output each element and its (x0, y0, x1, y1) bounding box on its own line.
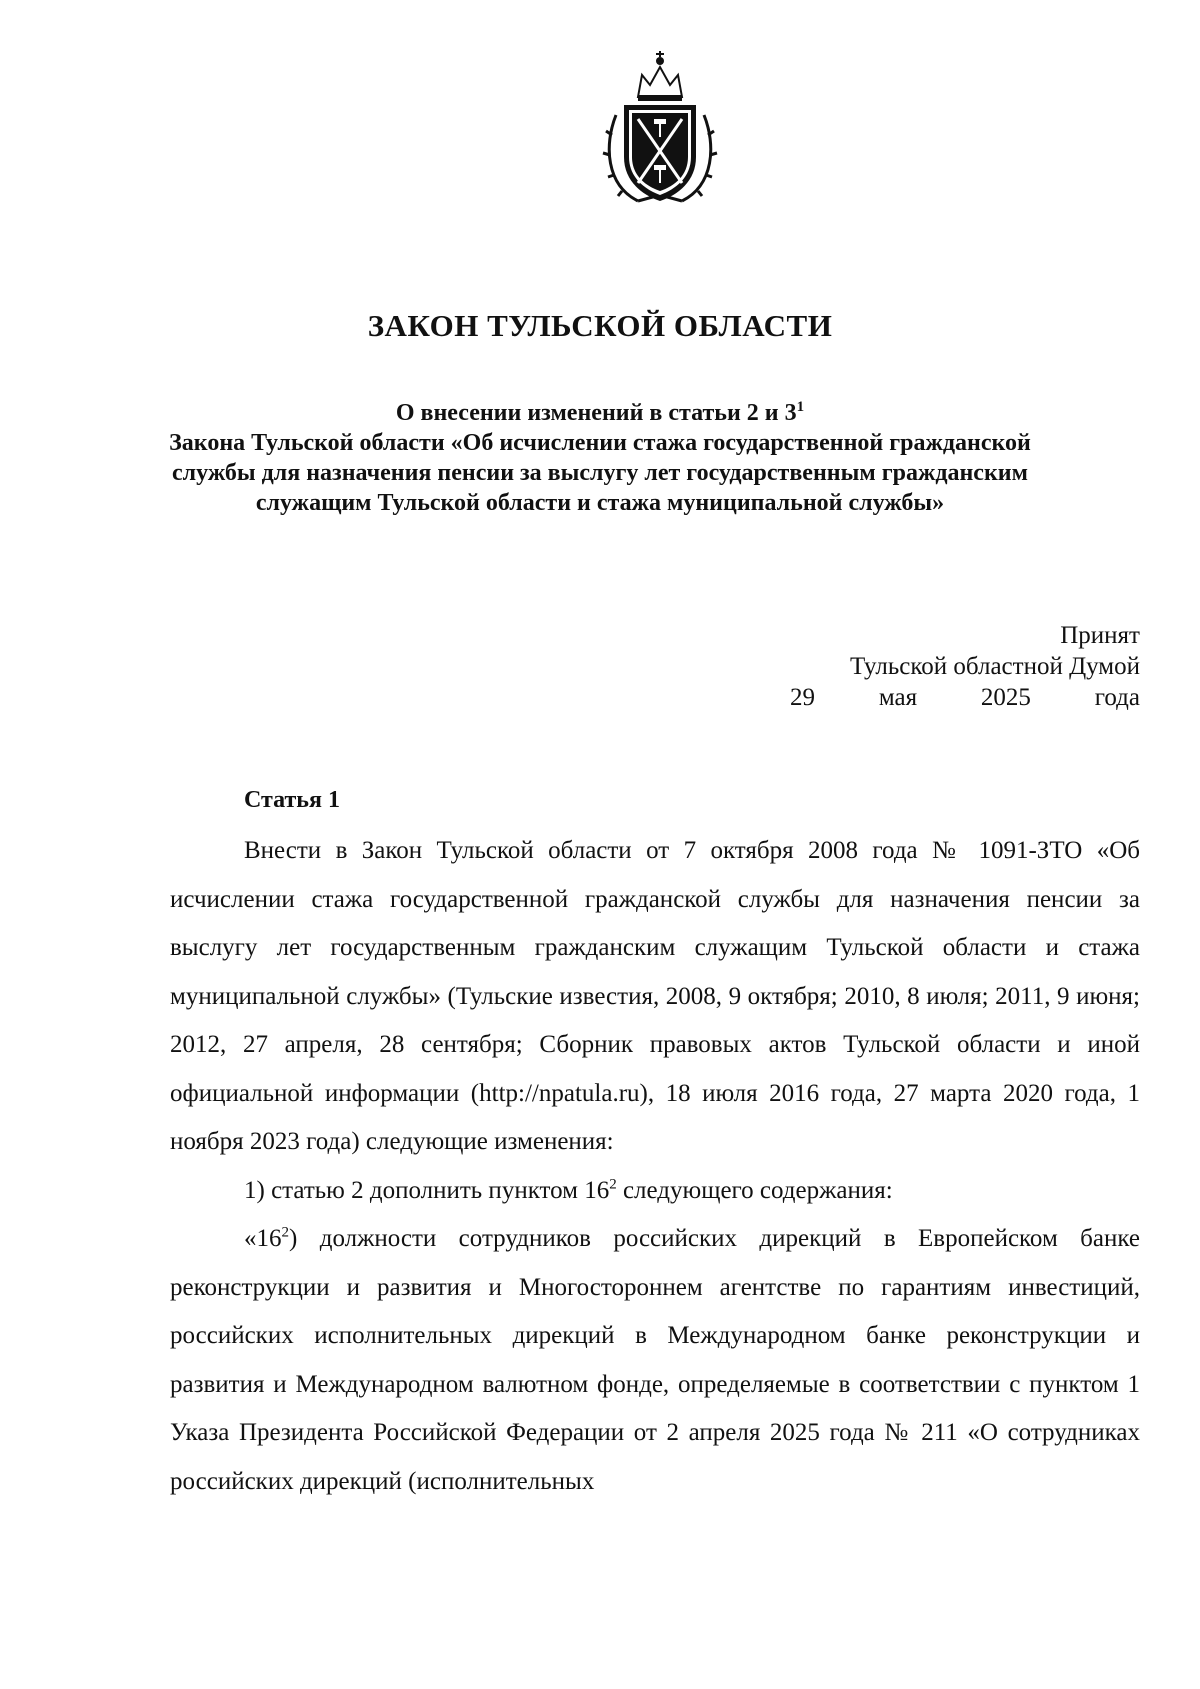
adopted-year: 2025 (980, 684, 1031, 711)
adopted-date (790, 682, 1140, 713)
adoption-block (790, 620, 1140, 713)
article-1-body (170, 827, 1140, 1506)
adopted-by: Тульской областной Думой (849, 653, 1140, 680)
law-subject (150, 398, 1050, 518)
subject-line-1: О внесении изменений в статьи 2 и $3^1$ (395, 399, 805, 426)
article-1-quote: «$16^2$) должности сотрудников российских дирекций в Европейском банке реконструкции и развития и Многостороннем агентстве по гарантиям инвестиций, российских исполнительных дирекций в Международном банке реконструкции и развития и Международном валютном фонде, определяемые в соответствии с пунктом 1 Указа Президента Российской Федерации от 2 апреля 2025 года № 211 «О сотрудниках российских дирекций (исполнительных (170, 1224, 1140, 1495)
superscript: 1 (796, 399, 805, 415)
adopted-day: 29 (790, 684, 815, 711)
law-title: ЗАКОН ТУЛЬСКОЙ ОБЛАСТИ (367, 308, 833, 343)
adopted-month: мая (878, 684, 918, 711)
subject-rest: Закона Тульской области «Об исчислении стажа государственной гражданской службы для назначения пенсии за выслугу лет государственным гражданским служащим Тульской области и стажа муниципальной службы» (169, 430, 1031, 516)
article-1-item-1: 1) статью 2 дополнить пунктом $16^2$ следующего содержания: (244, 1176, 893, 1204)
adopted-label: Принят (1060, 622, 1140, 649)
article-1-paragraph-1: Внести в Закон Тульской области от 7 октября 2008 года № 1091-ЗТО «Об исчислении стажа государственной гражданской службы для назначения пенсии за выслугу лет государственным гражданским служащим Тульской области и стажа муниципальной службы» (Тульские известия, 2008, 9 октября; 2010, 8 июля; 2011, 9 июня; 2012, 27 апреля, 28 сентября; Сборник правовых актов Тульской области и иной официальной информации (http://npatula.ru), 18 июля 2016 года, 27 марта 2020 года, 1 ноября 2023 года) следующие изменения: (170, 837, 1140, 1155)
superscript: 2 (609, 1176, 617, 1193)
superscript: 2 (281, 1224, 289, 1241)
article-1-heading: Статья 1 (244, 787, 340, 813)
tula-region-coat-of-arms-icon (598, 45, 722, 210)
adopted-year-suffix: года (1094, 684, 1140, 711)
